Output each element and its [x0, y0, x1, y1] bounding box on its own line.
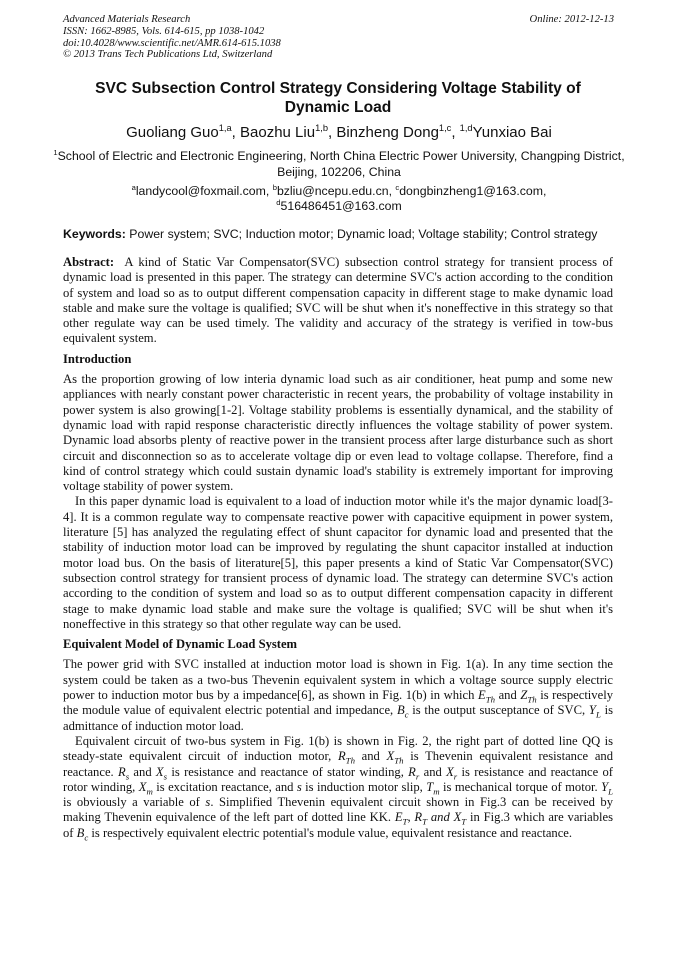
paragraph: In this paper dynamic load is equivalent to a load of induction motor while it's the major dynamic load[3-4]. It is a common regulate way to compensate reactive power with capacitive equipment in power system, literature [5] has analyzed the regulating effect of shunt capacitor for dynamic load and presented that the stability of induction motor load can be improved by regulating the shunt capacitor installed at induction motor load bus. On the basis of literature[5], this paper presents a kind of Static Var Compensator(SVC) subsection control strategy for transient process of dynamic load. The strategy can determine SVC's action according to the condition of system and load so as to output different compensation capacity in different stage to make dynamic load stable and make sure the voltage is qualified; SVC will be shut when it's noneffective in this strategy so that other regulate way can be used. — [63, 494, 613, 631]
math-variable: $E_{Th}$ — [478, 688, 496, 705]
email[interactable]: $^a$landycool@foxmail.com — [131, 182, 266, 198]
section-heading: Equivalent Model of Dynamic Load System — [63, 637, 298, 652]
math-variable: $X_{Th}$ — [386, 749, 404, 766]
math-variable: $T_m$ — [426, 779, 440, 797]
math-variable: $R_T$ — [414, 810, 428, 827]
math-variable: and $X_T$ — [427, 810, 467, 827]
math-variable: $Y_L$ — [601, 779, 614, 797]
abstract — [63, 255, 617, 347]
keywords — [63, 227, 623, 241]
math-variable: s — [205, 795, 211, 810]
math-variable: $X_s$ — [155, 764, 168, 782]
math-variable: $R_s$ — [117, 764, 130, 782]
email[interactable]: $^b$bzliu@ncepu.edu.cn — [272, 182, 389, 198]
math-variable: $R_r$ — [408, 764, 420, 782]
author: Binzheng Dong$^{1,c}$ — [336, 123, 452, 141]
paper-title: SVC Subsection Control Strategy Considering Voltage Stability of Dynamic Load — [95, 80, 581, 116]
author-list: Guoliang Guo$^{1,a}$, Baozhu Liu$^{1,b}$, Binzheng Dong$^{1,c}$, $^{1,d}$Yunxiao Bai — [126, 123, 552, 141]
math-variable: $B_c$ — [76, 825, 89, 843]
keywords-label: Keywords: — [63, 227, 126, 241]
paragraph: Equivalent circuit of two-bus system in Fig. 1(b) is shown in Fig. 2, the right part of dotted line QQ is steady-state equivalent circuit of induction motor, $R_{Th}$ and $X_{Th}$ is Thevenin equivalent resistance and reactance. $R_s$ and $X_s$ is resistance and reactance of stator winding, $R_r$ and $X_r$ is resistance and reactance of rotor winding, $X_m$ is excitation reactance, and s is induction motor slip, $T_m$ is mechanical torque of motor. $Y_L$ is obviously a variable of s. Simplified Thevenin equivalent circuit shown in Fig.3 can be received by making Thevenin equivalence of the left part of dotted line KK. $E_T$, $R_T$ and $X_T$ in Fig.3 which are variables of $B_c$ is respectively equivalent electric potential's module value, equivalent resistance and reactance. — [63, 733, 614, 843]
math-variable: $X_m$ — [138, 779, 153, 797]
sections — [63, 352, 613, 841]
email[interactable]: $^d$516486451@163.com — [276, 197, 402, 213]
math-variable: $R_{Th}$ — [337, 749, 355, 766]
keywords-text: Power system; SVC; Induction motor; Dynamic load; Voltage stability; Control strategy — [125, 227, 598, 241]
journal-name: Advanced Materials Research — [63, 14, 191, 25]
math-variable: $X_r$ — [446, 764, 458, 782]
author: Guoliang Guo$^{1,a}$ — [126, 123, 232, 141]
math-variable: $B_c$ — [396, 703, 409, 720]
section-heading: Introduction — [63, 351, 132, 366]
abstract-text: A kind of Static Var Compensator(SVC) subsection control strategy for transient process of dynamic load is presented in this paper. The strategy can determine SVC's action according to the condition of system and load so as to output different compensation capacity in different stage to make dynamic load stable and make sure the voltage is qualified; SVC will be shut when it's noneffective in this strategy so that other regulate way can be used timely. The validity and accuracy of the strategy is verified in tow-bus equivalent system. — [63, 255, 617, 346]
email-list: $^a$landycool@foxmail.com, $^b$bzliu@ncepu.edu.cn, $^c$dongbinzheng1@163.com, $^d$516486451@163.com — [131, 182, 547, 213]
copyright-line: © 2013 Trans Tech Publications Ltd, Switzerland — [63, 49, 273, 61]
online-date: Online: 2012-12-13 — [529, 14, 614, 25]
math-variable: $Z_{Th}$ — [520, 688, 537, 705]
issn-line: ISSN: 1662-8985, Vols. 614-615, pp 1038-1042 — [63, 25, 265, 37]
paper-body — [63, 255, 617, 843]
abstract-label: Abstract: — [63, 255, 115, 269]
math-variable: $Y_L$ — [588, 703, 601, 720]
author: Baozhu Liu$^{1,b}$ — [240, 123, 328, 141]
journal-header — [63, 14, 281, 61]
math-variable: s — [296, 779, 302, 794]
author: $^{1,d}$Yunxiao Bai — [459, 123, 552, 141]
email[interactable]: $^c$dongbinzheng1@163.com — [395, 182, 543, 198]
affiliation: $^1$School of Electric and Electronic Engineering, North China Electric Power University, Changping District, Beijing, 102206, China — [53, 147, 625, 179]
paragraph: The power grid with SVC installed at induction motor load is shown in Fig. 1(a). In any time section the system could be taken as a two-bus Thevenin equivalent system in which a voltage source supply electric power to induction motor bus by a impedance[6], as shown in Fig. 1(b) in which $E_{Th}$ and $Z_{Th}$ is respectively the module value of equivalent electric potential and impedance, $B_c$ is the output susceptance of SVC, $Y_L$ is admittance of induction motor load. — [63, 657, 613, 733]
math-variable: $E_T$ — [394, 810, 408, 827]
paragraph: As the proportion growing of low interia dynamic load such as air conditioner, heat pump and some new appliances with nearly constant power characteristic in recent years, the probability of voltage instability in power system is also growing[1-2]. Voltage stability problems is essentially dynamical, and the stability of dynamic load with rapid response characteristic directly influences the voltage stability of power system. Dynamic load absorbs plenty of reactive power in the transient process after large disturbance such as short circuit and disconnection so as to accelerate voltage dip or even lead to voltage collapse. Therefore, find a kind of control strategy which could sustain dynamic load's stability is extremely important for improving voltage stability of power system. — [63, 372, 613, 494]
doi-line: doi:10.4028/www.scientific.net/AMR.614-615.1038 — [63, 37, 281, 49]
